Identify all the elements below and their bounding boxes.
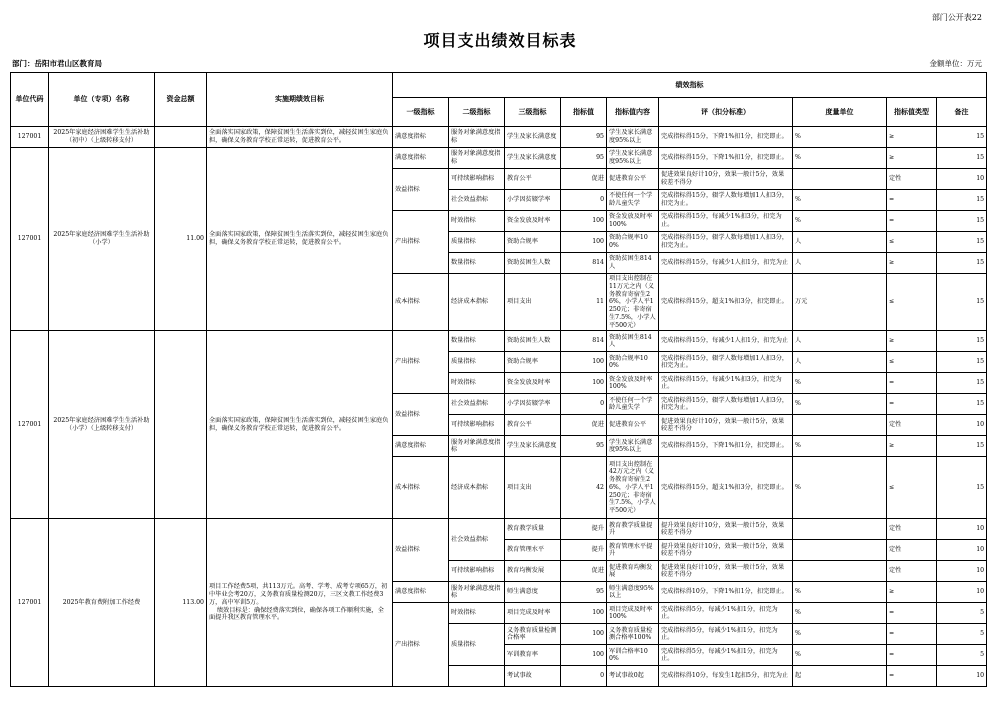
- value-type-cell: 定性: [887, 540, 937, 561]
- content-cell: 义务教育质量检测合格率100%: [607, 624, 659, 645]
- note-cell: 5: [937, 645, 987, 666]
- content-cell: 资助贫困生814人: [607, 253, 659, 274]
- measure-unit-cell: %: [793, 190, 887, 211]
- total-funds-cell: [155, 127, 207, 148]
- header-level1: 一级指标: [393, 98, 449, 127]
- score-standard-cell: 完成指标得5分，每减少1%扣1分，扣完为止。: [659, 645, 793, 666]
- measure-unit-cell: [793, 540, 887, 561]
- value-type-cell: 定性: [887, 519, 937, 540]
- content-cell: 学生及家长满意度95%以上: [607, 127, 659, 148]
- measure-unit-cell: %: [793, 645, 887, 666]
- measure-unit-cell: [793, 415, 887, 436]
- measure-unit-cell: 人: [793, 331, 887, 352]
- value-cell: 814: [561, 331, 607, 352]
- measure-unit-cell: %: [793, 436, 887, 457]
- level2-cell: 服务对象满意度指标: [449, 127, 505, 148]
- level3-cell: 军训教育率: [505, 645, 561, 666]
- header-value-type: 指标值类型: [887, 98, 937, 127]
- level2-cell: 服务对象满意度指标: [449, 436, 505, 457]
- value-type-cell: 定性: [887, 415, 937, 436]
- measure-unit-cell: %: [793, 457, 887, 519]
- value-cell: 提升: [561, 540, 607, 561]
- project-name-cell: 2025年家庭经济困难学生生活补助（初中）（上级转移支付）: [49, 127, 155, 148]
- level3-cell: 义务教育质量检测合格率: [505, 624, 561, 645]
- value-type-cell: ≤: [887, 274, 937, 331]
- header-total-funds: 资金总额: [155, 73, 207, 127]
- value-cell: 95: [561, 436, 607, 457]
- goal-cell: 全面落实国家政策，保障贫困生生活落实到位，减轻贫困生家庭负担，确保义务教育学校正常运转，促进教育公平。: [207, 331, 393, 519]
- value-cell: 95: [561, 148, 607, 169]
- value-cell: 促进: [561, 169, 607, 190]
- score-standard-cell: 提升效果良好计10分，效果一般计5分，效果较差不得分: [659, 519, 793, 540]
- score-standard-cell: 促进效果良好计10分，效果一般计5分，效果较差不得分: [659, 415, 793, 436]
- score-standard-cell: 完成指标得15分，下降1%扣1分，扣完即止。: [659, 127, 793, 148]
- content-cell: 不使任何一个学龄儿童失学: [607, 190, 659, 211]
- level3-cell: 小学因贫辍学率: [505, 394, 561, 415]
- table-row: [11, 127, 987, 148]
- level3-cell: 教育教学质量: [505, 519, 561, 540]
- level3-cell: 小学因贫辍学率: [505, 190, 561, 211]
- content-cell: 教育管理水平提升: [607, 540, 659, 561]
- content-cell: 资助合规率100%: [607, 232, 659, 253]
- level3-cell: 教育管理水平: [505, 540, 561, 561]
- project-name-cell: 2025年教育费附加工作经费: [49, 519, 155, 687]
- level1-cell: 成本指标: [393, 457, 449, 519]
- score-standard-cell: 完成指标得15分，每减少1%扣3分，扣完为止。: [659, 373, 793, 394]
- header-goal: 实施期绩效目标: [207, 73, 393, 127]
- level3-cell: 资助贫困生人数: [505, 331, 561, 352]
- value-cell: 11: [561, 274, 607, 331]
- level2-cell: 数量指标: [449, 331, 505, 352]
- value-type-cell: 定性: [887, 169, 937, 190]
- note-cell: 5: [937, 603, 987, 624]
- value-cell: 促进: [561, 415, 607, 436]
- unit-code-cell: 127001: [11, 519, 49, 687]
- header-project-name: 单位（专项）名称: [49, 73, 155, 127]
- level1-cell: 满意度指标: [393, 582, 449, 603]
- value-cell: 促进: [561, 561, 607, 582]
- level1-cell: 满意度指标: [393, 436, 449, 457]
- level2-cell: 经济成本指标: [449, 274, 505, 331]
- measure-unit-cell: [793, 561, 887, 582]
- table-row: [11, 148, 987, 169]
- value-type-cell: ≤: [887, 352, 937, 373]
- score-standard-cell: 完成指标得5分，每减少1%扣1分，扣完为止。: [659, 624, 793, 645]
- value-cell: 0: [561, 666, 607, 687]
- measure-unit-cell: [793, 169, 887, 190]
- value-type-cell: =: [887, 645, 937, 666]
- content-cell: 学生及家长满意度95%以上: [607, 148, 659, 169]
- content-cell: 考试事故0起: [607, 666, 659, 687]
- value-type-cell: 定性: [887, 561, 937, 582]
- content-cell: 不使任何一个学龄儿童失学: [607, 394, 659, 415]
- level2-cell: 数量指标: [449, 253, 505, 274]
- value-type-cell: ≤: [887, 232, 937, 253]
- note-cell: 15: [937, 352, 987, 373]
- level2-cell: 质量指标: [449, 232, 505, 253]
- note-cell: 15: [937, 253, 987, 274]
- level1-cell: 效益指标: [393, 394, 449, 436]
- note-cell: 15: [937, 373, 987, 394]
- level1-cell: 产出指标: [393, 211, 449, 274]
- measure-unit-cell: 万元: [793, 274, 887, 331]
- score-standard-cell: 完成指标得15分，每减少1人扣1分，扣完为止: [659, 331, 793, 352]
- level3-cell: 教育公平: [505, 415, 561, 436]
- value-type-cell: =: [887, 373, 937, 394]
- measure-unit-cell: [793, 519, 887, 540]
- measure-unit-cell: 人: [793, 352, 887, 373]
- header-note: 备注: [937, 98, 987, 127]
- level2-cell: 时效指标: [449, 373, 505, 394]
- note-cell: 10: [937, 415, 987, 436]
- unit-code-cell: 127001: [11, 331, 49, 519]
- header-unit-code: 单位代码: [11, 73, 49, 127]
- level3-cell: 教育公平: [505, 169, 561, 190]
- level2-cell: 质量指标: [449, 624, 505, 666]
- content-cell: 项目完成及时率100%: [607, 603, 659, 624]
- value-type-cell: =: [887, 624, 937, 645]
- value-type-cell: ≥: [887, 127, 937, 148]
- value-cell: 814: [561, 253, 607, 274]
- note-cell: 5: [937, 624, 987, 645]
- level2-cell: 可持续影响指标: [449, 415, 505, 436]
- score-standard-cell: 完成指标得15分，超支1%扣3分，扣完即止。: [659, 457, 793, 519]
- measure-unit-cell: %: [793, 603, 887, 624]
- note-cell: 15: [937, 394, 987, 415]
- header-level2: 二级指标: [449, 98, 505, 127]
- table-row: [11, 519, 987, 540]
- score-standard-cell: 完成指标得15分，辍学人数每增加1人扣3分，扣完为止。: [659, 190, 793, 211]
- level3-cell: 资助贫困生人数: [505, 253, 561, 274]
- score-standard-cell: 完成指标得15分，下降1%扣1分，扣完即止。: [659, 436, 793, 457]
- table-row: [11, 331, 987, 352]
- score-standard-cell: 提升效果良好计10分，效果一般计5分，效果较差不得分: [659, 540, 793, 561]
- value-type-cell: =: [887, 666, 937, 687]
- value-cell: 0: [561, 394, 607, 415]
- value-type-cell: =: [887, 211, 937, 232]
- note-cell: 10: [937, 561, 987, 582]
- content-cell: 资助贫困生814人: [607, 331, 659, 352]
- header-value: 指标值: [561, 98, 607, 127]
- level3-cell: 学生及家长满意度: [505, 148, 561, 169]
- level2-cell: 可持续影响指标: [449, 169, 505, 190]
- note-cell: 10: [937, 666, 987, 687]
- level2-cell: 社会效益指标: [449, 519, 505, 561]
- amount-unit-label: 金额单位：万元: [929, 59, 982, 68]
- level1-cell: 满意度指标: [393, 127, 449, 148]
- note-cell: 15: [937, 457, 987, 519]
- level2-cell: [449, 666, 505, 687]
- level1-cell: 效益指标: [393, 169, 449, 211]
- level1-cell: 效益指标: [393, 519, 449, 582]
- value-cell: 100: [561, 232, 607, 253]
- level1-cell: 产出指标: [393, 603, 449, 687]
- content-cell: 促进教育公平: [607, 169, 659, 190]
- measure-unit-cell: 人: [793, 232, 887, 253]
- value-type-cell: ≤: [887, 457, 937, 519]
- table-number-label: 部门公开表22: [931, 13, 982, 22]
- content-cell: 学生及家长满意度95%以上: [607, 436, 659, 457]
- level1-cell: 满意度指标: [393, 148, 449, 169]
- level3-cell: 资助合规率: [505, 352, 561, 373]
- content-cell: 促进教育均衡发展: [607, 561, 659, 582]
- level1-cell: 成本指标: [393, 274, 449, 331]
- content-cell: 促进教育公平: [607, 415, 659, 436]
- content-cell: 项目支出控制在11万元之内（义务教育寄宿生26%，小学人平1250元；非寄宿生7.5%，小学人平500元）: [607, 274, 659, 331]
- score-standard-cell: 完成指标得10分，下降1%扣1分，扣完即止。: [659, 582, 793, 603]
- content-cell: 教育教学质量提升: [607, 519, 659, 540]
- level2-cell: 可持续影响指标: [449, 561, 505, 582]
- measure-unit-cell: %: [793, 624, 887, 645]
- measure-unit-cell: %: [793, 211, 887, 232]
- score-standard-cell: 完成指标得15分，每减少1%扣3分，扣完为止。: [659, 211, 793, 232]
- level3-cell: 考试事故: [505, 666, 561, 687]
- content-cell: 资金发放及时率100%: [607, 211, 659, 232]
- level3-cell: 项目支出: [505, 457, 561, 519]
- content-cell: 师生满意度95%以上: [607, 582, 659, 603]
- level2-cell: 质量指标: [449, 352, 505, 373]
- unit-code-cell: 127001: [11, 148, 49, 331]
- note-cell: 10: [937, 540, 987, 561]
- measure-unit-cell: %: [793, 373, 887, 394]
- content-cell: 军训合格率100%: [607, 645, 659, 666]
- score-standard-cell: 完成指标得15分，每减少1人扣1分，扣完为止: [659, 253, 793, 274]
- header-level3: 三级指标: [505, 98, 561, 127]
- header-content: 指标值内容: [607, 98, 659, 127]
- note-cell: 15: [937, 331, 987, 352]
- measure-unit-cell: %: [793, 148, 887, 169]
- total-funds-cell: 113.00: [155, 519, 207, 687]
- total-funds-cell: 11.00: [155, 148, 207, 331]
- unit-code-cell: 127001: [11, 127, 49, 148]
- level2-cell: 社会效益指标: [449, 190, 505, 211]
- score-standard-cell: 完成指标得15分，超支1%扣3分，扣完即止。: [659, 274, 793, 331]
- score-standard-cell: 完成指标得15分，下降1%扣1分，扣完即止。: [659, 148, 793, 169]
- level2-cell: 服务对象满意度指标: [449, 582, 505, 603]
- note-cell: 15: [937, 190, 987, 211]
- value-cell: 100: [561, 373, 607, 394]
- level2-cell: 时效指标: [449, 603, 505, 624]
- value-type-cell: ≥: [887, 253, 937, 274]
- value-cell: 100: [561, 645, 607, 666]
- value-cell: 100: [561, 352, 607, 373]
- value-type-cell: ≥: [887, 148, 937, 169]
- measure-unit-cell: 人: [793, 253, 887, 274]
- score-standard-cell: 完成指标得15分，辍学人数每增加1人扣3分，扣完为止。: [659, 394, 793, 415]
- measure-unit-cell: %: [793, 394, 887, 415]
- project-name-cell: 2025年家庭经济困难学生生活补助（小学）: [49, 148, 155, 331]
- score-standard-cell: 完成指标得10分，每发生1起扣5分，扣完为止: [659, 666, 793, 687]
- header-measure-unit: 度量单位: [793, 98, 887, 127]
- content-cell: 资助合规率100%: [607, 352, 659, 373]
- measure-unit-cell: %: [793, 127, 887, 148]
- measure-unit-cell: 起: [793, 666, 887, 687]
- value-cell: 提升: [561, 519, 607, 540]
- value-type-cell: ≥: [887, 436, 937, 457]
- department-label: 部门：岳阳市君山区教育局: [12, 59, 102, 68]
- note-cell: 10: [937, 169, 987, 190]
- value-cell: 42: [561, 457, 607, 519]
- level3-cell: 项目完成及时率: [505, 603, 561, 624]
- value-type-cell: ≥: [887, 331, 937, 352]
- value-cell: 100: [561, 624, 607, 645]
- level1-cell: 产出指标: [393, 331, 449, 394]
- value-type-cell: =: [887, 190, 937, 211]
- value-cell: 0: [561, 190, 607, 211]
- level3-cell: 项目支出: [505, 274, 561, 331]
- score-standard-cell: 完成指标得15分，辍学人数每增加1人扣3分，扣完为止。: [659, 352, 793, 373]
- value-cell: 100: [561, 603, 607, 624]
- note-cell: 15: [937, 148, 987, 169]
- level3-cell: 师生满意度: [505, 582, 561, 603]
- header-indicators: 绩效指标: [393, 73, 987, 98]
- score-standard-cell: 促进效果良好计10分，效果一般计5分，效果较差不得分: [659, 169, 793, 190]
- value-cell: 95: [561, 582, 607, 603]
- page-title: 项目支出绩效目标表: [423, 31, 577, 50]
- note-cell: 10: [937, 582, 987, 603]
- level2-cell: 服务对象满意度指标: [449, 148, 505, 169]
- level2-cell: 经济成本指标: [449, 457, 505, 519]
- measure-unit-cell: %: [793, 582, 887, 603]
- content-cell: 资金发放及时率100%: [607, 373, 659, 394]
- level3-cell: 学生及家长满意度: [505, 127, 561, 148]
- value-cell: 100: [561, 211, 607, 232]
- score-standard-cell: 完成指标得15分，辍学人数每增加1人扣3分，扣完为止。: [659, 232, 793, 253]
- level3-cell: 学生及家长满意度: [505, 436, 561, 457]
- goal-cell: 项目工作经费5项，共113万元。高考、学考、成考专项65万，初中毕业会考20万，义务教育质量检测20万，三区文教工作经费3万，高中军训5万。 绩效目标是：确保经费落实到位，确保各项工作顺利实施，全面提升我区教育管理水平。: [207, 519, 393, 687]
- level2-cell: 社会效益指标: [449, 394, 505, 415]
- level3-cell: 教育均衡发展: [505, 561, 561, 582]
- level2-cell: 时效指标: [449, 211, 505, 232]
- note-cell: 15: [937, 211, 987, 232]
- goal-cell: 全面落实国家政策，保障贫困生生活落实到位，减轻贫困生家庭负担，确保义务教育学校正常运转，促进教育公平。: [207, 148, 393, 331]
- total-funds-cell: [155, 331, 207, 519]
- value-cell: 95: [561, 127, 607, 148]
- value-type-cell: =: [887, 603, 937, 624]
- header-score-standard: 评（扣分标准）: [659, 98, 793, 127]
- score-standard-cell: 促进效果良好计10分，效果一般计5分，效果较差不得分: [659, 561, 793, 582]
- note-cell: 15: [937, 436, 987, 457]
- goal-cell: 全面落实国家政策，保障贫困生生活落实到位，减轻贫困生家庭负担，确保义务教育学校正常运转，促进教育公平。: [207, 127, 393, 148]
- performance-table: [10, 72, 987, 687]
- project-name-cell: 2025年家庭经济困难学生生活补助（小学）（上级转移支付）: [49, 331, 155, 519]
- value-type-cell: =: [887, 394, 937, 415]
- level3-cell: 资金发放及时率: [505, 211, 561, 232]
- note-cell: 15: [937, 127, 987, 148]
- value-type-cell: ≥: [887, 582, 937, 603]
- score-standard-cell: 完成指标得5分，每减少1%扣1分，扣完为止。: [659, 603, 793, 624]
- note-cell: 10: [937, 519, 987, 540]
- note-cell: 15: [937, 274, 987, 331]
- level3-cell: 资助合规率: [505, 232, 561, 253]
- note-cell: 15: [937, 232, 987, 253]
- level3-cell: 资金发放及时率: [505, 373, 561, 394]
- table-body: [11, 127, 987, 687]
- content-cell: 项目支出控制在42万元之内（义务教育寄宿生26%，小学人平1250元；非寄宿生7.5%，小学人平500元）: [607, 457, 659, 519]
